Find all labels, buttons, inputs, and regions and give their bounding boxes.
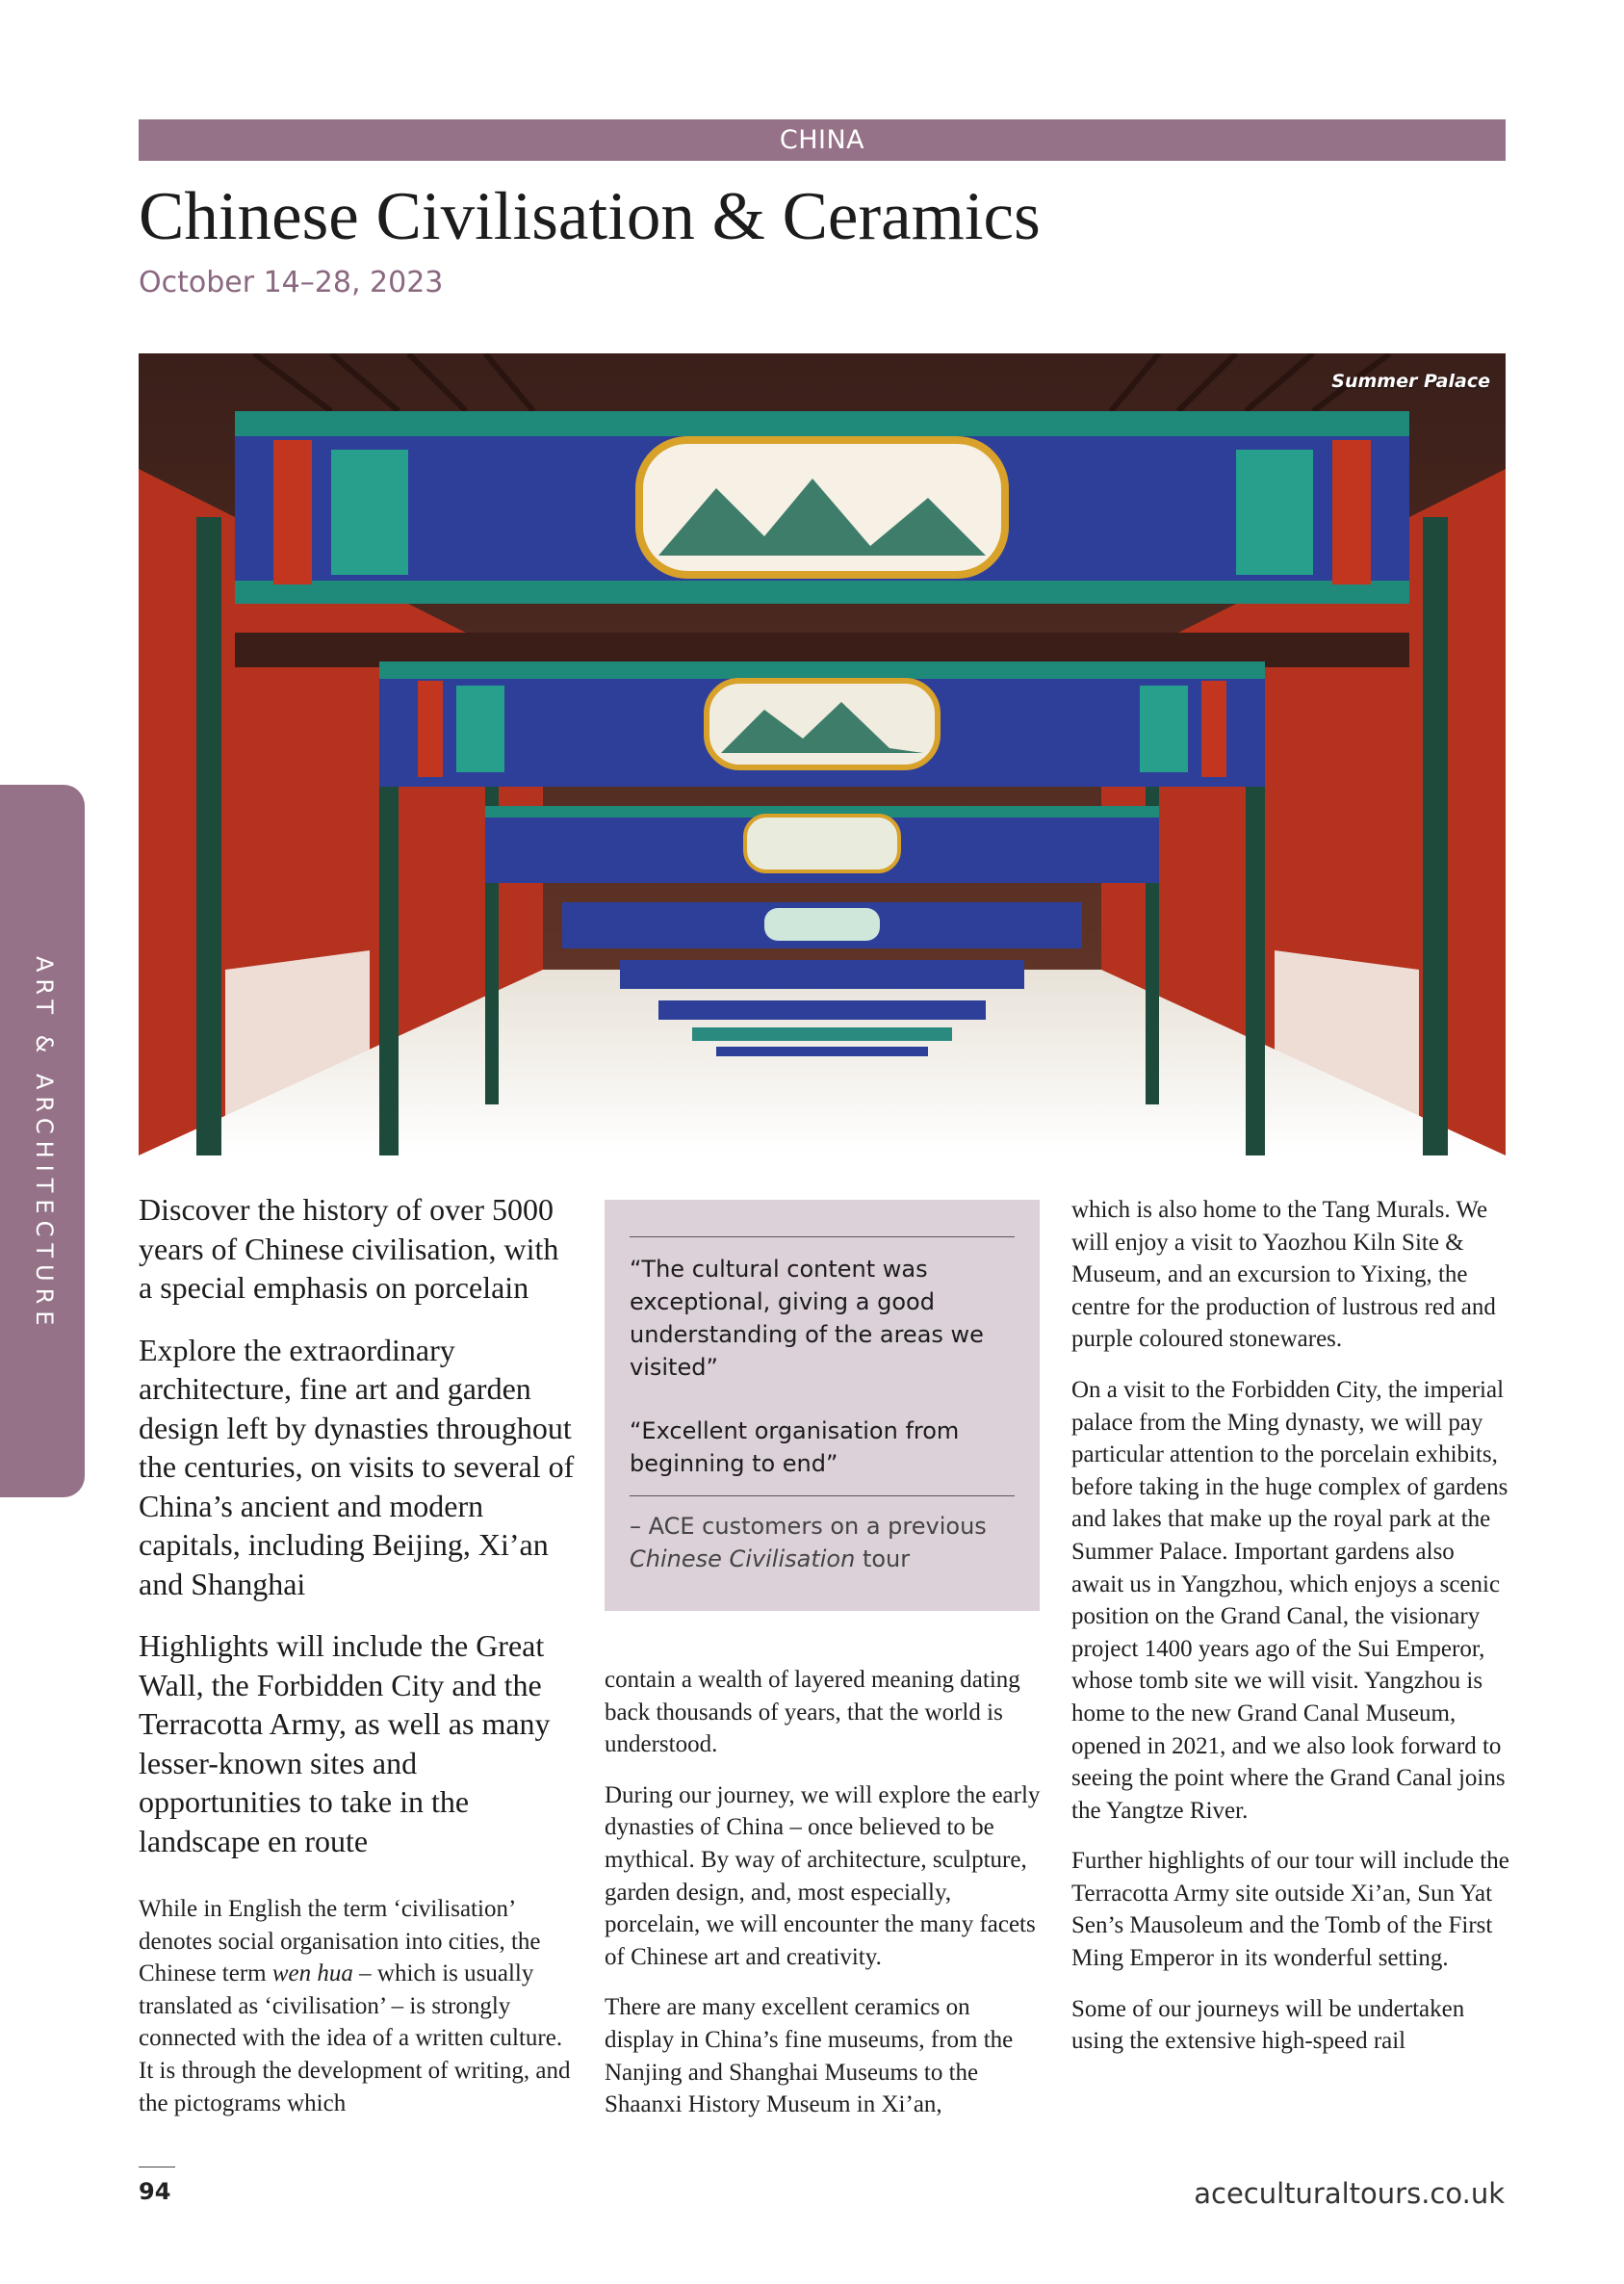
intro-paragraph: Discover the history of over 5000 years of Chinese civilisation, with a special emphasis on porcelain: [139, 1192, 559, 1305]
body-text: While in English the term ‘civilisation’ denotes social organisation into cities, the Chinese term: [139, 1896, 541, 1987]
side-tab-label: ART & ARCHITECTURE: [31, 956, 58, 1333]
attribution-text: tour: [855, 1545, 911, 1572]
testimonial-box: [605, 1200, 1040, 1611]
intro-column: [139, 1190, 577, 2138]
body-paragraph: [139, 1893, 577, 2119]
body-column-2: [605, 1664, 1043, 2140]
divider: [630, 1236, 1015, 1237]
testimonial-quote: “The cultural content was exceptional, giving a good understanding of the areas we visited”: [630, 1256, 984, 1381]
body-paragraph: Some of our journeys will be undertaken using the extensive high-speed rail: [1071, 1995, 1465, 2055]
summer-palace-corridor-image: [139, 353, 1506, 1155]
intro-paragraph: Explore the extraordinary architecture, fine art and garden design left by dynasties throughout the centuries, on visits to several of China’s ancient and modern capitals, including Beijing, Xi’an and Shanghai: [139, 1332, 575, 1601]
body-paragraph: On a visit to the Forbidden City, the imperial palace from the Ming dynasty, we will pay particular attention to the porcelain exhibits, before taking in the huge complex of gardens and lakes that make up the royal park at the Summer Palace. Important gardens also await us in Yangzhou, which enjoys a scenic position on the Grand Canal, the visionary project 1400 years ago of the Sui Emperor, whose tomb site we will visit. Yangzhou is home to the new Grand Canal Museum, opened in 2021, and we also look forward to seeing the point where the Grand Canal joins the Yangtze River.: [1071, 1376, 1508, 1824]
intro-paragraph: Highlights will include the Great Wall, the Forbidden City and the Terracotta Army, as well as many lesser-known sites and opportunities to take in the landscape en route: [139, 1628, 551, 1858]
body-paragraph: There are many excellent ceramics on display in China’s fine museums, from the Nanjing and Shanghai Museums to the Shaanxi History Museum in Xi’an,: [605, 1994, 1014, 2118]
chinese-term: wen hua: [271, 1960, 353, 1987]
page-number: 94: [139, 2178, 171, 2205]
website-link[interactable]: aceculturaltours.co.uk: [1194, 2177, 1505, 2210]
testimonial-quote: “Excellent organisation from beginning to end”: [630, 1417, 960, 1477]
tour-name: Chinese Civilisation: [630, 1545, 856, 1572]
body-text: – which is usually translated as ‘civilisation’ – is strongly connected with the idea of a written culture. It is through the development of writing, and the pictograms which: [139, 1960, 571, 2116]
divider: [630, 1495, 1015, 1496]
photo-caption: Summer Palace: [1331, 371, 1490, 392]
hero-photo: [139, 353, 1506, 1155]
body-paragraph: which is also home to the Tang Murals. We will enjoy a visit to Yaozhou Kiln Site & Museum, and an excursion to Yixing, the centre for the production of lustrous red and purple coloured stonewares.: [1071, 1197, 1496, 1353]
testimonial-attribution: [630, 1510, 1015, 1575]
body-paragraph: During our journey, we will explore the early dynasties of China – once believed to be mythical. By way of architecture, sculpture, garden design, and, most especially, porcelain, we will encounter the many facets of Chinese art and creativity.: [605, 1781, 1041, 1970]
section-banner: CHINA: [139, 119, 1506, 161]
body-paragraph: contain a wealth of layered meaning dating back thousands of years, that the world is understood.: [605, 1667, 1020, 1758]
tour-dates: October 14–28, 2023: [139, 266, 444, 299]
body-paragraph: Further highlights of our tour will include the Terracotta Army site outside Xi’an, Sun Yat Sen’s Mausoleum and the Tomb of the First Ming Emperor in its wonderful setting.: [1071, 1848, 1509, 1972]
attribution-text: – ACE customers on a previous: [630, 1513, 987, 1540]
page-title: Chinese Civilisation & Ceramics: [139, 179, 1041, 254]
body-column-3: [1071, 1194, 1509, 2076]
